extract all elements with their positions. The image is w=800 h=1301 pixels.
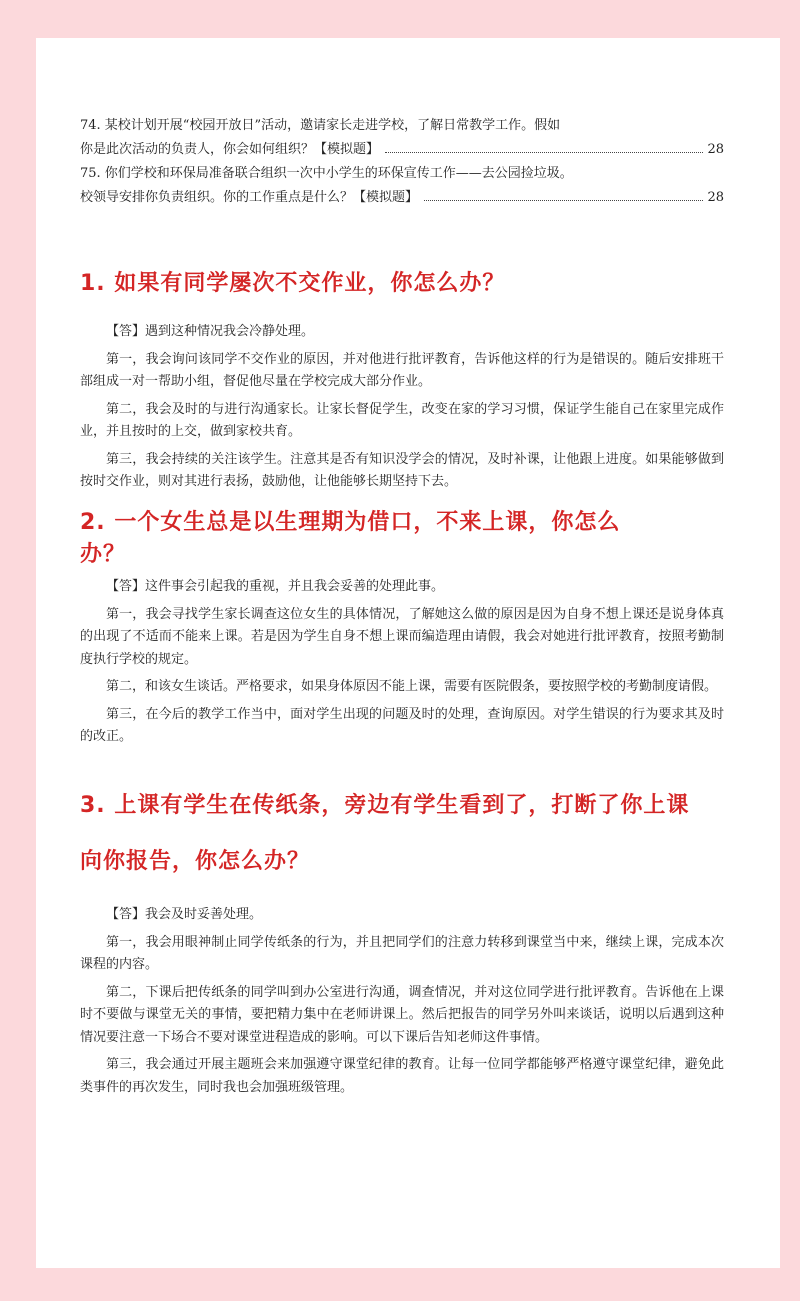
section-heading-line: 向你报告，你怎么办？ bbox=[80, 849, 311, 874]
section-heading: 1. 如果有同学屡次不交作业，你怎么办？ bbox=[80, 271, 506, 296]
section-body bbox=[80, 904, 724, 1104]
toc-entry-line: 74. 某校计划开展“校园开放日”活动，邀请家长走进学校，了解日常教学工作。假如 bbox=[80, 118, 561, 133]
section-heading bbox=[80, 791, 730, 877]
toc-entry[interactable] bbox=[80, 114, 724, 162]
section-heading bbox=[80, 507, 730, 571]
section-heading-line: 办？ bbox=[80, 542, 127, 567]
document-page bbox=[36, 38, 780, 1268]
answer-paragraph: 第二，下课后把传纸条的同学叫到办公室进行沟通，调查情况，并对这位同学进行批评教育。告诉他在上课时不要做与课堂无关的事情，要把精力集中在老师讲课上。然后把报告的同学另外叫来谈话，说明以后遇到这种情况要注意一下场合不要对课堂进程造成的影响。可以下课后告知老师这件事情。 bbox=[80, 984, 724, 1045]
answer-paragraph: 【答】遇到这种情况我会冷静处理。 bbox=[106, 324, 315, 339]
answer-paragraph: 第一，我会询问该同学不交作业的原因，并对他进行批评教育，告诉他这样的行为是错误的。随后安排班干部组成一对一帮助小组，督促他尽量在学校完成大部分作业。 bbox=[80, 351, 724, 389]
toc-page-number: 28 bbox=[707, 190, 724, 205]
answer-paragraph: 第二，和该女生谈话。严格要求，如果身体原因不能上课，需要有医院假条，要按照学校的考勤制度请假。 bbox=[106, 679, 718, 694]
toc-leader-dots bbox=[424, 200, 703, 201]
answer-paragraph: 第三，在今后的教学工作当中，面对学生出现的问题及时的处理，查询原因。对学生错误的行为要求其及时的改正。 bbox=[80, 706, 724, 744]
toc-entry-line: 校领导安排你负责组织。你的工作重点是什么？【模拟题】 bbox=[80, 190, 419, 205]
section-heading-line: 3. 上课有学生在传纸条，旁边有学生看到了，打断了你上课 bbox=[80, 793, 690, 818]
toc-entry-line: 你是此次活动的负责人，你会如何组织？【模拟题】 bbox=[80, 142, 380, 157]
answer-paragraph: 第三，我会通过开展主题班会来加强遵守课堂纪律的教育。让每一位同学都能够严格遵守课堂纪律，避免此类事件的再次发生，同时我也会加强班级管理。 bbox=[80, 1057, 724, 1095]
answer-paragraph: 【答】这件事会引起我的重视，并且我会妥善的处理此事。 bbox=[106, 579, 445, 594]
answer-paragraph: 第二，我会及时的与进行沟通家长。让家长督促学生，改变在家的学习习惯，保证学生能自己在家里完成作业，并且按时的上交，做到家校共育。 bbox=[80, 401, 724, 439]
toc-leader-dots bbox=[385, 152, 703, 153]
toc-entry-line: 75. 你们学校和环保局准备联合组织一次中小学生的环保宣传工作——去公园捡垃圾。 bbox=[80, 166, 573, 181]
toc-page-number: 28 bbox=[707, 142, 724, 157]
answer-paragraph: 第一，我会寻找学生家长调查这位女生的具体情况，了解她这么做的原因是因为自身不想上课还是说身体真的出现了不适而不能来上课。若是因为学生自身不想上课而编造理由请假，我会对她进行批评教育，按照考勤制度执行学校的规定。 bbox=[80, 606, 724, 667]
answer-paragraph: 第三，我会持续的关注该学生。注意其是否有知识没学会的情况，及时补课，让他跟上进度。如果能够做到按时交作业，则对其进行表扬，鼓励他，让他能够长期坚持下去。 bbox=[80, 451, 724, 489]
section-body bbox=[80, 321, 724, 499]
table-of-contents bbox=[80, 114, 724, 210]
answer-paragraph: 【答】我会及时妥善处理。 bbox=[106, 907, 263, 922]
answer-paragraph: 第一，我会用眼神制止同学传纸条的行为，并且把同学们的注意力转移到课堂当中来，继续上课，完成本次课程的内容。 bbox=[80, 934, 724, 972]
section-heading-line: 2. 一个女生总是以生理期为借口，不来上课，你怎么 bbox=[80, 510, 621, 535]
section-body bbox=[80, 576, 724, 754]
toc-entry[interactable] bbox=[80, 162, 724, 210]
